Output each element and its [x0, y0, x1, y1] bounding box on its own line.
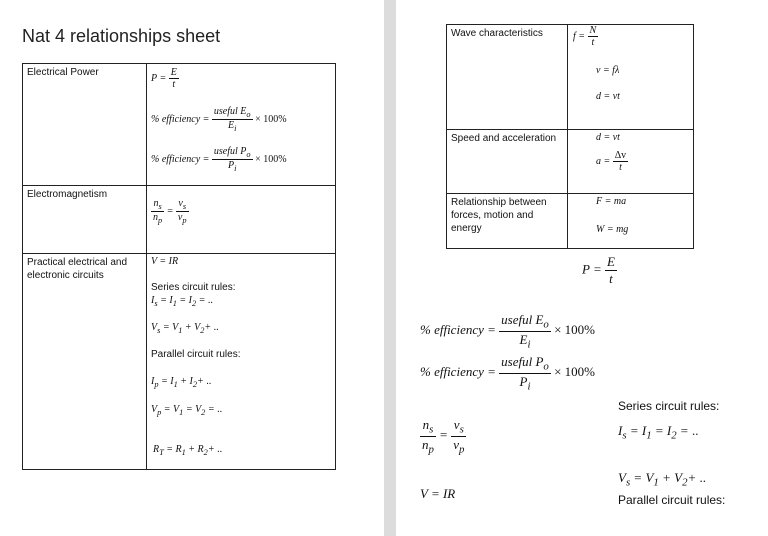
preview-parallel-rules-label: Parallel circuit rules: [618, 493, 726, 507]
preview-equation-series-current: $I_s = I_1 = I_2$ = .. [618, 423, 699, 442]
table-row-circuits [23, 254, 336, 470]
document-page-right [396, 0, 768, 536]
equation-acceleration: a = $\frac{\Delta v}{t}$ [596, 150, 627, 173]
equations-cell [568, 194, 694, 249]
equation-efficiency-power: % efficiency = $\frac{useful P_o}{P_i}$ × 100% [151, 146, 287, 173]
topic-cell: Electromagnetism [23, 186, 147, 254]
table-row-electromagnetism [23, 186, 336, 254]
equation-force: F = ma [596, 196, 627, 207]
table-row-waves [447, 25, 694, 130]
table-row-forces [447, 194, 694, 249]
preview-equation-power: P = $\frac{E}{t}$ [582, 254, 615, 286]
equation-wave: v = fλ [596, 65, 620, 76]
equation-power: P = $\frac{E}{t}$ [151, 67, 177, 90]
equation-parallel-voltage: $V_p = V_1 = V_2$ = .. [151, 404, 223, 417]
series-rules-label: Series circuit rules: [151, 282, 236, 293]
equation-efficiency-energy: % efficiency = $\frac{useful E_o}{E_i}$ × 100% [151, 106, 287, 133]
preview-equation-series-voltage: $V_s = V_1 + V_2+$ .. [618, 470, 707, 489]
equation-distance: d = vt [596, 132, 620, 143]
preview-equation-transformer: $\frac{n_s}{n_p}$ = $\frac{v_s}{v_p}$ [422, 417, 465, 456]
equations-cell [568, 25, 694, 130]
parallel-rules-label: Parallel circuit rules: [151, 349, 241, 360]
equation-total-resistance: $R_T = R_1 + R_2+$ .. [153, 444, 223, 457]
topic-cell: Wave characteristics [447, 25, 568, 130]
equations-cell [147, 186, 336, 254]
equation-parallel-current: $I_p = I_1 + I_2+$ .. [151, 376, 212, 389]
topic-cell: Speed and acceleration [447, 130, 568, 194]
preview-equation-ohms-law: V = IR [420, 486, 456, 501]
relationships-table-right [446, 24, 694, 249]
equations-cell [147, 254, 336, 470]
equations-cell [568, 130, 694, 194]
sheet-title: Nat 4 relationships sheet [22, 26, 221, 46]
topic-cell: Practical electrical and electronic circuits [23, 254, 147, 470]
table-row-speed [447, 130, 694, 194]
equation-series-voltage: $V_s = V_1 + V_2+$ .. [151, 322, 219, 335]
equation-transformer: $\frac{n_s}{n_p}$ = $\frac{v_s}{v_p}$ [153, 198, 187, 225]
preview-equation-efficiency-energy: % efficiency = $\frac{useful E_o}{E_i}$ × 100% [420, 312, 596, 351]
equation-distance: d = vt [596, 91, 620, 102]
page-gutter [384, 0, 396, 536]
equation-ohms-law: V = IR [151, 256, 179, 267]
topic-cell: Electrical Power [23, 64, 147, 186]
preview-equation-efficiency-power: % efficiency = $\frac{useful P_o}{P_i}$ × 100% [420, 354, 596, 393]
relationships-table-left [22, 63, 336, 470]
topic-cell: Relationship between forces, motion and energy [447, 194, 568, 249]
equation-weight: W = mg [596, 224, 629, 235]
equation-series-current: $I_s = I_1 = I_2$ = .. [151, 295, 213, 308]
table-row-electrical-power [23, 64, 336, 186]
equation-frequency: f = $\frac{N}{t}$ [573, 25, 597, 48]
preview-series-rules-label: Series circuit rules: [618, 399, 720, 413]
equations-cell [147, 64, 336, 186]
